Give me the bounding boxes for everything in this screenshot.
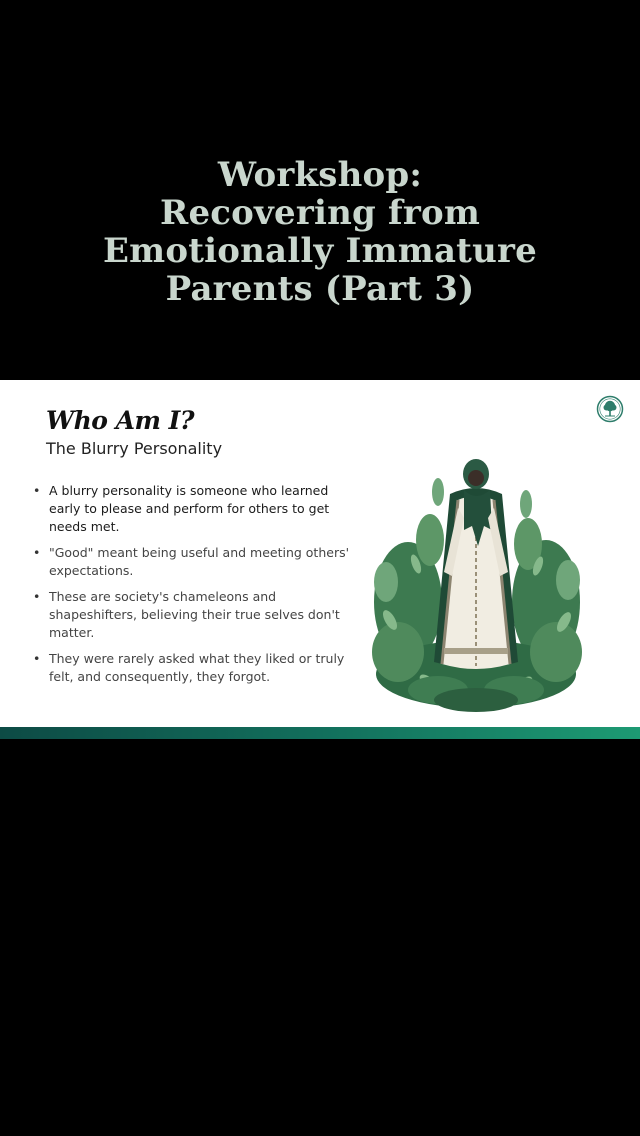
title-line-1: Workshop: (217, 155, 423, 195)
title-line-2: Recovering from (159, 193, 480, 233)
video-title (0, 156, 640, 308)
figure-in-foliage-illustration (368, 452, 584, 714)
presentation-slide (0, 380, 640, 728)
slide-accent-bar (0, 727, 640, 739)
bullet-list (32, 482, 352, 694)
bullet-item: • "Good" meant being useful and meeting others' expectations. (32, 544, 352, 580)
slide-subtitle: The Blurry Personality (46, 439, 223, 458)
title-line-4: Parents (Part 3) (165, 269, 475, 309)
bullet-item: • These are society's chameleons and shapeshifters, believing their true selves don't matter. (32, 588, 352, 642)
slide-title: Who Am I? (46, 406, 195, 435)
title-line-3: Emotionally Immature (103, 231, 537, 271)
bullet-item: • They were rarely asked what they liked or truly felt, and consequently, they forgot. (32, 650, 352, 686)
tree-logo-icon (596, 395, 624, 423)
bullet-item: • A blurry personality is someone who learned early to please and perform for others to get needs met. (32, 482, 352, 536)
